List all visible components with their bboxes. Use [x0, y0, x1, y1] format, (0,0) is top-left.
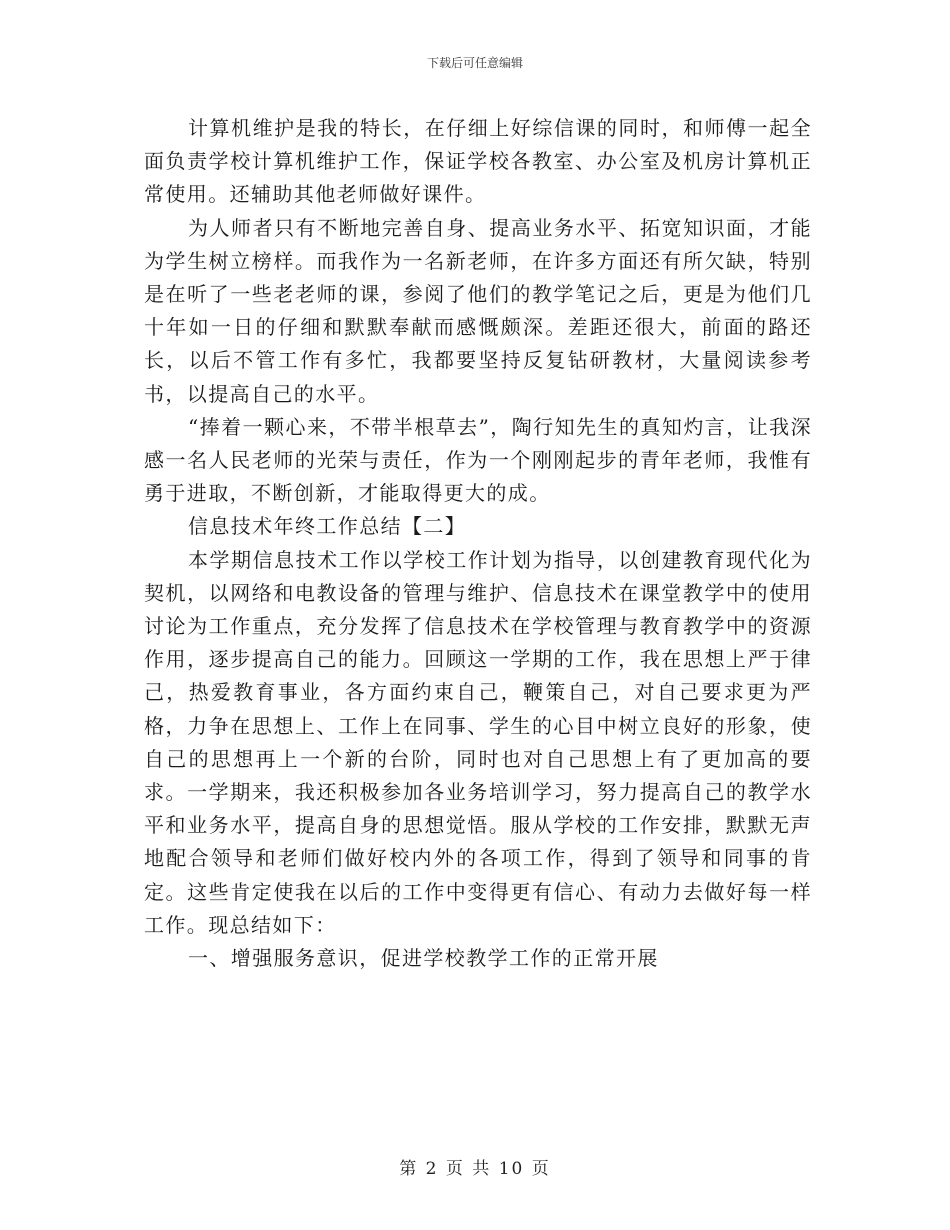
paragraph-quote: “捧着一颗心来，不带半根草去”，陶行知先生的真知灼言，让我深感一名人民老师的光荣与责任，作为一个刚刚起步的青年老师，我惟有勇于进取，不断创新，才能取得更大的成。	[144, 414, 812, 506]
page-number: 第 2 页 共 10 页	[399, 1159, 551, 1179]
section-title: 信息技术年终工作总结【二】	[188, 514, 467, 539]
document-body	[144, 112, 812, 975]
paragraph-self-improvement: 为人师者只有不断地完善自身、提高业务水平、拓宽知识面，才能为学生树立榜样。而我作为一名新老师，在许多方面还有所欠缺，特别是在听了一些老老师的课，参阅了他们的教学笔记之后，更是为他们几十年如一日的仔细和默默奉献而感慨颇深。差距还很大，前面的路还长，以后不管工作有多忙，我都要坚持反复钻研教材，大量阅读参考书，以提高自己的水平。	[144, 215, 812, 406]
paragraph-computer-maintenance: 计算机维护是我的特长，在仔细上好综信课的同时，和师傅一起全面负责学校计算机维护工作，保证学校各教室、办公室及机房计算机正常使用。还辅助其他老师做好课件。	[144, 116, 812, 207]
subheading: 一、增强服务意识，促进学校教学工作的正常开展	[188, 946, 659, 971]
header-note: 下载后可任意编辑	[426, 56, 523, 70]
paragraph-summary: 本学期信息技术工作以学校工作计划为指导，以创建教育现代化为契机，以网络和电教设备的管理与维护、信息技术在课堂教学中的使用讨论为工作重点，充分发挥了信息技术在学校管理与教育教学中的资源作用，逐步提高自己的能力。回顾这一学期的工作，我在思想上严于律己，热爱教育事业，各方面约束自己，鞭策自己，对自己要求更为严格，力争在思想上、工作上在同事、学生的心目中树立良好的形象，使自己的思想再上一个新的台阶，同时也对自己思想上有了更加高的要求。一学期来，我还积极参加各业务培训学习，努力提高自己的教学水平和业务水平，提高自身的思想觉悟。服从学校的工作安排，默默无声地配合领导和老师们做好校内外的各项工作，得到了领导和同事的肯定。这些肯定使我在以后的工作中变得更有信心、有动力去做好每一样工作。现总结如下：	[144, 547, 812, 937]
